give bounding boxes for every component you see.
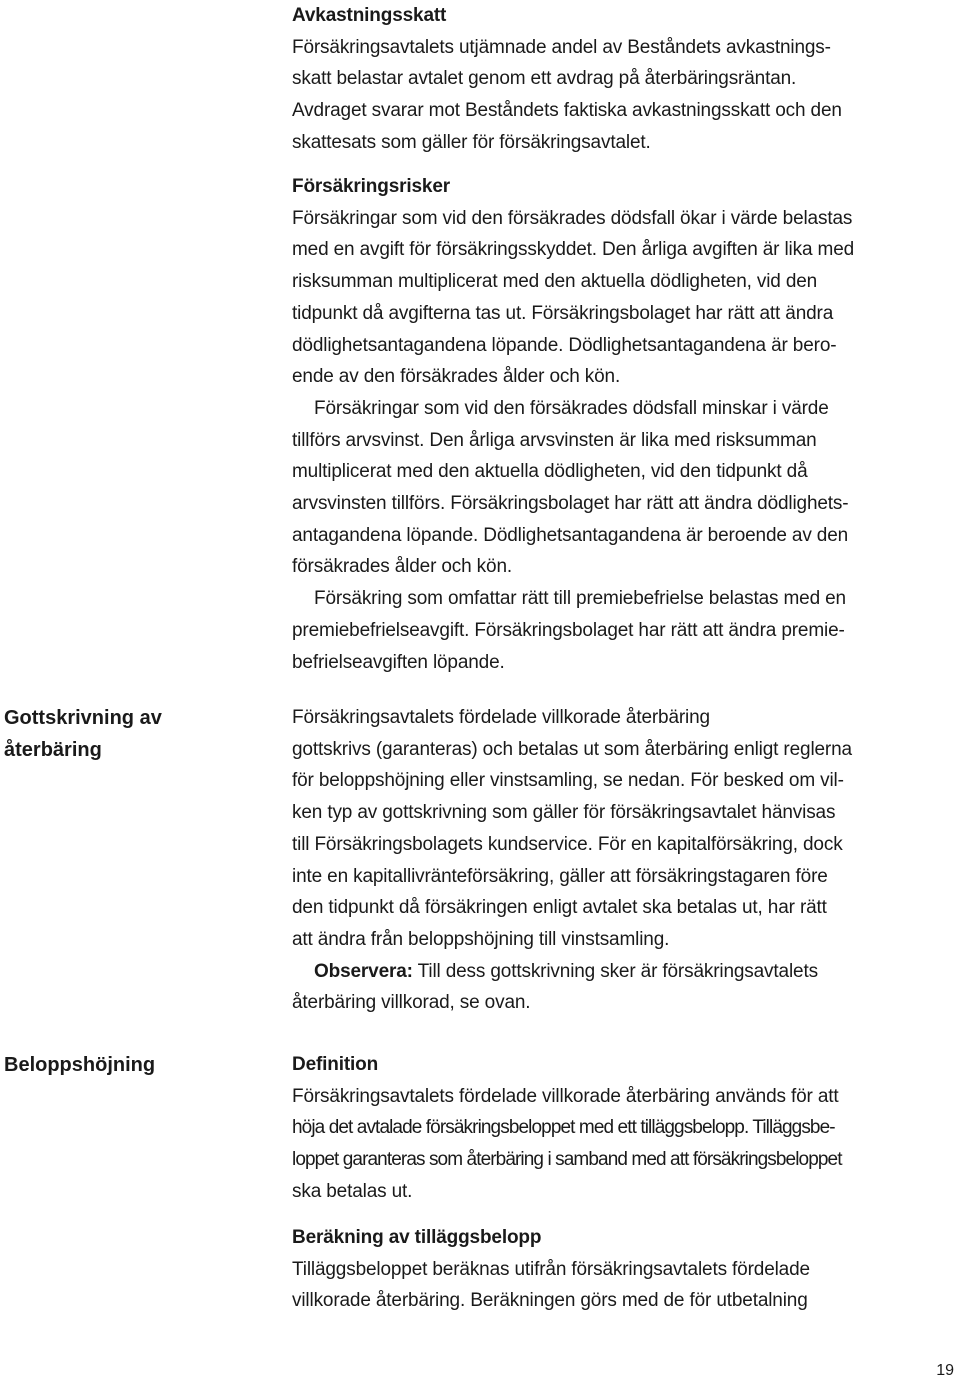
paragraph-line: ken typ av gottskrivning som gäller för försäkringsavtalet hänvisas <box>292 802 836 824</box>
sidebar-heading-gottskrivning <box>4 702 194 766</box>
paragraph-line: återbäring villkorad, se ovan. <box>292 992 531 1014</box>
section-berakning <box>292 1222 912 1317</box>
paragraph-line: Försäkringsavtalets fördelade villkorade återbäring används för att <box>292 1085 839 1107</box>
paragraph-line: skatt belastar avtalet genom ett avdrag på återbäringsräntan. <box>292 68 797 90</box>
section-heading-avkastningsskatt: Avkastningsskatt <box>292 5 447 26</box>
paragraph-line: arvsvinsten tillförs. Försäkringsbolaget har rätt att ändra dödlighets- <box>292 493 849 515</box>
paragraph-line: befrielseavgiften löpande. <box>292 651 505 673</box>
paragraph-line: dödlighetsantagandena löpande. Dödlighetsantagandena är bero- <box>292 334 837 356</box>
paragraph-line: risksumman multiplicerat med den aktuella dödligheten, vid den <box>292 271 818 293</box>
paragraph-line: Försäkringar som vid den försäkrades dödsfall minskar i värde <box>314 397 829 419</box>
paragraph-line: Försäkringsavtalets utjämnade andel av Beståndets avkastnings- <box>292 36 831 58</box>
section-definition <box>292 1049 912 1208</box>
paragraph-line: Avdraget svarar mot Beståndets faktiska avkastningsskatt och den <box>292 100 842 122</box>
paragraph-line: för beloppshöjning eller vinstsamling, se nedan. För besked om vil- <box>292 770 844 792</box>
paragraph-line: multiplicerat med den aktuella dödligheten, vid den tidpunkt då <box>292 461 808 483</box>
observera-label: Observera: <box>314 960 413 982</box>
paragraph-line: loppet garanteras som återbäring i samband med att försäkringsbeloppet <box>292 1149 842 1171</box>
paragraph-line: inte en kapitallivränteförsäkring, gäller att försäkringstagaren före <box>292 865 828 887</box>
section-forsakringsrisker <box>292 171 912 678</box>
paragraph-line: ska betalas ut. <box>292 1180 413 1202</box>
observera-line <box>292 956 912 988</box>
section-heading-berakning: Beräkning av tilläggsbelopp <box>292 1227 542 1248</box>
paragraph-line: Tilläggsbeloppet beräknas utifrån försäkringsavtalets fördelade <box>292 1258 810 1280</box>
sidebar-heading-beloppshojning: Beloppshöjning <box>4 1054 156 1076</box>
paragraph-line: villkorade återbäring. Beräkningen görs med de för utbetalning <box>292 1290 808 1312</box>
paragraph-line: att ändra från beloppshöjning till vinstsamling. <box>292 928 670 950</box>
page-number: 19 <box>936 1362 954 1379</box>
paragraph-line: till Försäkringsbolagets kundservice. För en kapitalförsäkring, dock <box>292 833 843 855</box>
paragraph-line: Försäkringsavtalets fördelade villkorade återbäring <box>292 707 710 728</box>
section-gottskrivning <box>292 702 912 1019</box>
paragraph-line: ende av den försäkrades ålder och kön. <box>292 366 621 388</box>
paragraph-line: gottskrivs (garanteras) och betalas ut som återbäring enligt reglerna <box>292 738 852 760</box>
paragraph-line: antagandena löpande. Dödlighetsantagandena är beroende av den <box>292 524 849 546</box>
sidebar-gottskrivning-line2: återbäring <box>4 739 102 761</box>
paragraph-line: den tidpunkt då försäkringen enligt avtalet ska betalas ut, har rätt <box>292 897 827 919</box>
paragraph-line: skattesats som gäller för försäkringsavtalet. <box>292 131 651 153</box>
observera-text: Till dess gottskrivning sker är försäkringsavtalets <box>412 960 818 982</box>
paragraph-line: höja det avtalade försäkringsbeloppet med ett tilläggsbelopp. Tilläggsbe- <box>292 1117 835 1139</box>
paragraph-line: med en avgift för försäkringsskyddet. Den årliga avgiften är lika med <box>292 239 855 261</box>
sidebar-gottskrivning-line1: Gottskrivning av <box>4 707 162 729</box>
paragraph-line: premiebefrielseavgift. Försäkringsbolaget har rätt att ändra premie- <box>292 619 845 641</box>
section-avkastningsskatt <box>292 0 912 159</box>
section-heading-definition: Definition <box>292 1054 379 1075</box>
paragraph-line: Försäkringar som vid den försäkrades dödsfall ökar i värde belastas <box>292 207 853 229</box>
paragraph-line: försäkrades ålder och kön. <box>292 556 512 578</box>
paragraph-line: tidpunkt då avgifterna tas ut. Försäkringsbolaget har rätt att ändra <box>292 302 834 324</box>
paragraph-line: tillförs arvsvinst. Den årliga arvsvinsten är lika med risksumman <box>292 429 817 451</box>
paragraph-line: Försäkring som omfattar rätt till premiebefrielse belastas med en <box>314 588 846 610</box>
section-heading-forsakringsrisker: Försäkringsrisker <box>292 176 450 197</box>
